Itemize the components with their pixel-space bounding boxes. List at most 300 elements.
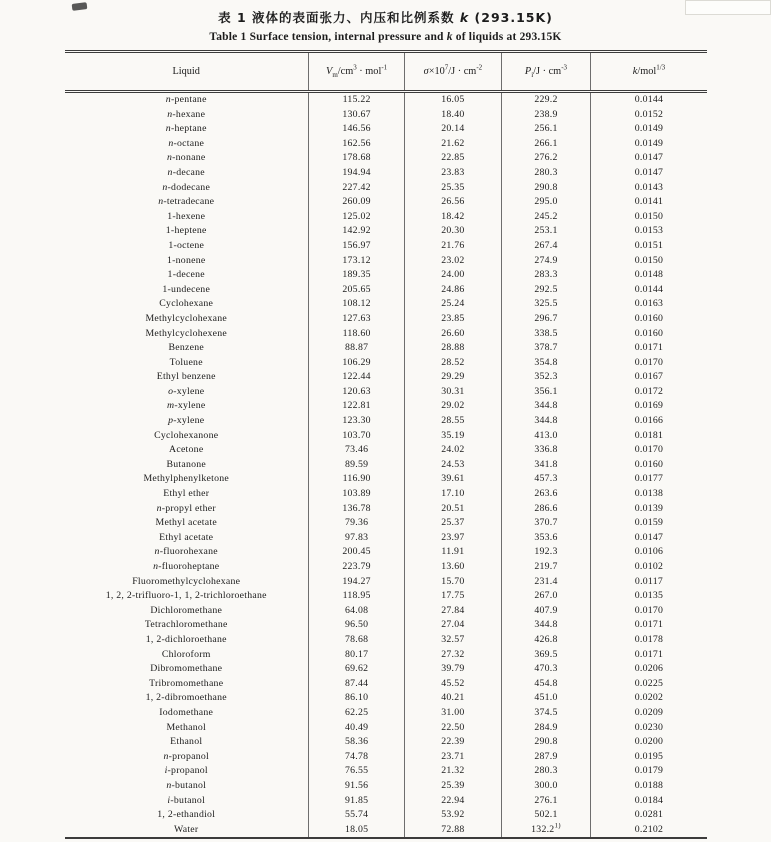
- value-cell: 0.0144: [591, 283, 707, 298]
- value-cell: 0.0141: [591, 195, 707, 210]
- value-cell: 20.51: [405, 502, 501, 517]
- value-cell: 76.55: [308, 764, 404, 779]
- value-cell: 78.68: [308, 633, 404, 648]
- value-cell: 0.0139: [591, 502, 707, 517]
- table-row: [65, 399, 707, 414]
- table-row: [65, 575, 707, 590]
- value-cell: 21.62: [405, 137, 501, 152]
- value-cell: 0.0184: [591, 794, 707, 809]
- table-row: [65, 779, 707, 794]
- liquid-name-cell: Acetone: [169, 444, 204, 456]
- liquid-name-cell: Cyclohexanone: [154, 429, 219, 441]
- table-row: [65, 443, 707, 458]
- value-cell: 89.59: [308, 458, 404, 473]
- value-cell: 118.95: [308, 589, 404, 604]
- value-cell: 18.40: [405, 108, 501, 123]
- table-row: [65, 735, 707, 750]
- value-cell: 194.94: [308, 166, 404, 181]
- value-cell: 11.91: [405, 545, 501, 560]
- value-cell: 27.04: [405, 618, 501, 633]
- value-cell: 118.60: [308, 327, 404, 342]
- value-cell: 0.0195: [591, 750, 707, 765]
- value-cell: 280.3: [501, 166, 591, 181]
- value-cell: 189.35: [308, 268, 404, 283]
- table-row: [65, 254, 707, 269]
- table-row: [65, 370, 707, 385]
- table-row: [65, 458, 707, 473]
- value-cell: 0.0200: [591, 735, 707, 750]
- value-cell: 45.52: [405, 677, 501, 692]
- liquid-name-cell: Water: [174, 823, 199, 835]
- value-cell: 344.8: [501, 414, 591, 429]
- value-cell: 0.0172: [591, 385, 707, 400]
- liquid-name-cell: n-butanol: [166, 779, 207, 791]
- value-cell: 156.97: [308, 239, 404, 254]
- value-cell: 79.36: [308, 516, 404, 531]
- value-cell: 0.0209: [591, 706, 707, 721]
- value-cell: 32.57: [405, 633, 501, 648]
- value-cell: 325.5: [501, 297, 591, 312]
- value-cell: 73.46: [308, 443, 404, 458]
- liquid-name-cell: 1, 2-ethandiol: [157, 809, 216, 821]
- table-row: [65, 312, 707, 327]
- value-cell: 290.8: [501, 735, 591, 750]
- value-cell: 0.0143: [591, 181, 707, 196]
- value-cell: 0.0179: [591, 764, 707, 779]
- value-cell: 178.68: [308, 151, 404, 166]
- value-cell: 0.0138: [591, 487, 707, 502]
- liquid-name-cell: n-octane: [168, 137, 205, 149]
- liquid-name-cell: Cyclohexane: [159, 298, 214, 310]
- value-cell: 16.05: [405, 92, 501, 108]
- table-row: [65, 151, 707, 166]
- value-cell: 39.61: [405, 472, 501, 487]
- value-cell: 132.2$^{1)}$: [501, 823, 591, 839]
- table-title-english: Table 1 Surface tension, internal pressure and k of liquids at 293.15K: [209, 31, 562, 43]
- value-cell: 26.56: [405, 195, 501, 210]
- column-header: Liquid: [65, 52, 309, 92]
- value-cell: 22.85: [405, 151, 501, 166]
- value-cell: 470.3: [501, 662, 591, 677]
- value-cell: 374.5: [501, 706, 591, 721]
- table-titles: [0, 0, 771, 43]
- value-cell: 0.0148: [591, 268, 707, 283]
- value-cell: 200.45: [308, 545, 404, 560]
- table-row: [65, 487, 707, 502]
- liquid-name-cell: 1-heptene: [165, 225, 207, 237]
- liquid-name-cell: 1, 2-dichloroethane: [145, 633, 227, 645]
- liquid-name-cell: n-propyl ether: [156, 502, 216, 514]
- table-row: [65, 691, 707, 706]
- value-cell: 238.9: [501, 108, 591, 123]
- value-cell: 58.36: [308, 735, 404, 750]
- value-cell: 25.37: [405, 516, 501, 531]
- value-cell: 18.05: [308, 823, 404, 839]
- liquid-name-cell: i-butanol: [167, 794, 206, 806]
- value-cell: 0.0169: [591, 399, 707, 414]
- value-cell: 290.8: [501, 181, 591, 196]
- value-cell: 142.92: [308, 224, 404, 239]
- value-cell: 23.02: [405, 254, 501, 269]
- liquid-name-cell: m-xylene: [166, 400, 206, 412]
- value-cell: 103.70: [308, 429, 404, 444]
- value-cell: 27.84: [405, 604, 501, 619]
- liquid-name-cell: 1-nonene: [167, 254, 206, 266]
- value-cell: 0.0167: [591, 370, 707, 385]
- value-cell: 28.88: [405, 341, 501, 356]
- value-cell: 0.0149: [591, 137, 707, 152]
- table-row: [65, 283, 707, 298]
- value-cell: 227.42: [308, 181, 404, 196]
- table-row: [65, 823, 707, 839]
- value-cell: 0.0144: [591, 92, 707, 108]
- value-cell: 13.60: [405, 560, 501, 575]
- value-cell: 0.0166: [591, 414, 707, 429]
- value-cell: 22.39: [405, 735, 501, 750]
- value-cell: 292.5: [501, 283, 591, 298]
- liquid-name-cell: 1-octene: [168, 239, 205, 251]
- value-cell: 64.08: [308, 604, 404, 619]
- table-row: [65, 604, 707, 619]
- value-cell: 122.81: [308, 399, 404, 414]
- liquid-name-cell: n-hexane: [167, 108, 206, 120]
- value-cell: 122.44: [308, 370, 404, 385]
- value-cell: 451.0: [501, 691, 591, 706]
- table-body: [65, 92, 707, 839]
- value-cell: 223.79: [308, 560, 404, 575]
- liquid-name-cell: n-heptane: [165, 123, 207, 135]
- value-cell: 0.0170: [591, 604, 707, 619]
- value-cell: 39.79: [405, 662, 501, 677]
- value-cell: 24.00: [405, 268, 501, 283]
- value-cell: 267.0: [501, 589, 591, 604]
- value-cell: 413.0: [501, 429, 591, 444]
- table-row: [65, 677, 707, 692]
- value-cell: 0.0177: [591, 472, 707, 487]
- value-cell: 21.76: [405, 239, 501, 254]
- value-cell: 115.22: [308, 92, 404, 108]
- value-cell: 0.0106: [591, 545, 707, 560]
- value-cell: 0.0102: [591, 560, 707, 575]
- value-cell: 31.00: [405, 706, 501, 721]
- liquid-name-cell: Ethyl ether: [163, 488, 210, 500]
- liquid-name-cell: Ethanol: [170, 736, 203, 748]
- value-cell: 0.0170: [591, 443, 707, 458]
- value-cell: 0.0147: [591, 166, 707, 181]
- value-cell: 30.31: [405, 385, 501, 400]
- value-cell: 26.60: [405, 327, 501, 342]
- table-row: [65, 516, 707, 531]
- value-cell: 336.8: [501, 443, 591, 458]
- value-cell: 35.19: [405, 429, 501, 444]
- value-cell: 283.3: [501, 268, 591, 283]
- table-row: [65, 268, 707, 283]
- value-cell: 29.02: [405, 399, 501, 414]
- value-cell: 74.78: [308, 750, 404, 765]
- liquid-name-cell: n-nonane: [166, 152, 206, 164]
- value-cell: 276.1: [501, 794, 591, 809]
- value-cell: 0.0160: [591, 327, 707, 342]
- table-row: [65, 195, 707, 210]
- value-cell: 300.0: [501, 779, 591, 794]
- value-cell: 0.0230: [591, 721, 707, 736]
- liquid-name-cell: 1-hexene: [167, 210, 206, 222]
- value-cell: 0.0171: [591, 341, 707, 356]
- value-cell: 97.83: [308, 531, 404, 546]
- liquid-name-cell: 1-decene: [167, 269, 205, 281]
- table-row: [65, 341, 707, 356]
- value-cell: 260.09: [308, 195, 404, 210]
- table-row: [65, 808, 707, 823]
- table-header: [65, 52, 707, 92]
- liquid-name-cell: Methylphenylketone: [143, 473, 230, 485]
- value-cell: 370.7: [501, 516, 591, 531]
- table-row: [65, 414, 707, 429]
- value-cell: 25.35: [405, 181, 501, 196]
- value-cell: 40.49: [308, 721, 404, 736]
- value-cell: 62.25: [308, 706, 404, 721]
- value-cell: 194.27: [308, 575, 404, 590]
- liquid-name-cell: n-dodecane: [162, 181, 211, 193]
- value-cell: 0.0160: [591, 312, 707, 327]
- value-cell: 267.4: [501, 239, 591, 254]
- value-cell: 0.0159: [591, 516, 707, 531]
- value-cell: 378.7: [501, 341, 591, 356]
- value-cell: 0.0149: [591, 122, 707, 137]
- value-cell: 130.67: [308, 108, 404, 123]
- value-cell: 146.56: [308, 122, 404, 137]
- table-row: [65, 545, 707, 560]
- header-row: [65, 52, 707, 92]
- table-row: [65, 589, 707, 604]
- value-cell: 106.29: [308, 356, 404, 371]
- liquid-name-cell: n-decane: [167, 166, 205, 178]
- value-cell: 0.0170: [591, 356, 707, 371]
- value-cell: 0.0151: [591, 239, 707, 254]
- liquid-name-cell: 1-undecene: [162, 283, 211, 295]
- value-cell: 53.92: [405, 808, 501, 823]
- liquid-name-cell: Tribromomethane: [149, 677, 224, 689]
- value-cell: 29.29: [405, 370, 501, 385]
- liquid-name-cell: Fluoromethylcyclohexane: [132, 575, 241, 587]
- value-cell: 0.0163: [591, 297, 707, 312]
- value-cell: 173.12: [308, 254, 404, 269]
- value-cell: 21.32: [405, 764, 501, 779]
- table-row: [65, 560, 707, 575]
- liquid-name-cell: o-xylene: [168, 385, 205, 397]
- value-cell: 136.78: [308, 502, 404, 517]
- liquid-name-cell: i-propanol: [164, 765, 208, 777]
- liquid-name-cell: Iodomethane: [159, 706, 214, 718]
- value-cell: 369.5: [501, 648, 591, 663]
- value-cell: 338.5: [501, 327, 591, 342]
- value-cell: 20.14: [405, 122, 501, 137]
- value-cell: 127.63: [308, 312, 404, 327]
- value-cell: 205.65: [308, 283, 404, 298]
- table-row: [65, 618, 707, 633]
- value-cell: 231.4: [501, 575, 591, 590]
- value-cell: 0.0178: [591, 633, 707, 648]
- table-row: [65, 385, 707, 400]
- value-cell: 28.55: [405, 414, 501, 429]
- liquids-data-table: [65, 50, 707, 839]
- value-cell: 120.63: [308, 385, 404, 400]
- value-cell: 0.0188: [591, 779, 707, 794]
- value-cell: 0.0150: [591, 210, 707, 225]
- liquid-name-cell: n-propanol: [163, 750, 209, 762]
- table-row: [65, 181, 707, 196]
- table-row: [65, 531, 707, 546]
- table-row: [65, 166, 707, 181]
- table-row: [65, 662, 707, 677]
- liquid-name-cell: Methyl acetate: [155, 517, 217, 529]
- value-cell: 72.88: [405, 823, 501, 839]
- value-cell: 341.8: [501, 458, 591, 473]
- value-cell: 116.90: [308, 472, 404, 487]
- liquid-name-cell: n-pentane: [165, 94, 207, 105]
- value-cell: 256.1: [501, 122, 591, 137]
- table-row: [65, 297, 707, 312]
- value-cell: 280.3: [501, 764, 591, 779]
- value-cell: 24.86: [405, 283, 501, 298]
- value-cell: 91.56: [308, 779, 404, 794]
- value-cell: 69.62: [308, 662, 404, 677]
- table-row: [65, 92, 707, 108]
- value-cell: 162.56: [308, 137, 404, 152]
- value-cell: 80.17: [308, 648, 404, 663]
- value-cell: 0.0181: [591, 429, 707, 444]
- liquid-name-cell: 1, 2, 2-trifluoro-1, 1, 2-trichloroethane: [105, 590, 267, 602]
- value-cell: 28.52: [405, 356, 501, 371]
- value-cell: 18.42: [405, 210, 501, 225]
- value-cell: 23.97: [405, 531, 501, 546]
- table-row: [65, 502, 707, 517]
- value-cell: 15.70: [405, 575, 501, 590]
- table-row: [65, 122, 707, 137]
- value-cell: 253.1: [501, 224, 591, 239]
- value-cell: 0.0147: [591, 531, 707, 546]
- table-row: [65, 137, 707, 152]
- value-cell: 344.8: [501, 618, 591, 633]
- value-cell: 0.0150: [591, 254, 707, 269]
- value-cell: 454.8: [501, 677, 591, 692]
- value-cell: 296.7: [501, 312, 591, 327]
- value-cell: 17.10: [405, 487, 501, 502]
- value-cell: 86.10: [308, 691, 404, 706]
- value-cell: 22.94: [405, 794, 501, 809]
- value-cell: 0.0135: [591, 589, 707, 604]
- liquid-name-cell: n-fluoroheptane: [153, 561, 220, 572]
- liquid-name-cell: Ethyl benzene: [156, 371, 216, 383]
- value-cell: 426.8: [501, 633, 591, 648]
- liquid-name-cell: Butanone: [166, 458, 206, 470]
- liquid-name-cell: n-tetradecane: [158, 196, 215, 208]
- value-cell: 23.83: [405, 166, 501, 181]
- value-cell: 286.6: [501, 502, 591, 517]
- liquid-name-cell: Ethyl acetate: [159, 531, 214, 543]
- value-cell: 0.0147: [591, 151, 707, 166]
- value-cell: 219.7: [501, 560, 591, 575]
- value-cell: 0.0281: [591, 808, 707, 823]
- liquid-name-cell: 1, 2-dibromoethane: [145, 692, 227, 704]
- value-cell: 192.3: [501, 545, 591, 560]
- value-cell: 125.02: [308, 210, 404, 225]
- value-cell: 55.74: [308, 808, 404, 823]
- table-row: [65, 356, 707, 371]
- table-row: [65, 750, 707, 765]
- value-cell: 27.32: [405, 648, 501, 663]
- value-cell: 0.0152: [591, 108, 707, 123]
- value-cell: 0.0202: [591, 691, 707, 706]
- value-cell: 0.0117: [591, 575, 707, 590]
- value-cell: 0.2102: [591, 823, 707, 839]
- liquid-name-cell: Dichloromethane: [150, 604, 223, 616]
- value-cell: 0.0160: [591, 458, 707, 473]
- value-cell: 352.3: [501, 370, 591, 385]
- value-cell: 103.89: [308, 487, 404, 502]
- value-cell: 23.71: [405, 750, 501, 765]
- liquid-name-cell: Methylcyclohexene: [145, 327, 227, 339]
- value-cell: 96.50: [308, 618, 404, 633]
- value-cell: 0.0153: [591, 224, 707, 239]
- table-row: [65, 327, 707, 342]
- value-cell: 0.0225: [591, 677, 707, 692]
- value-cell: 25.39: [405, 779, 501, 794]
- value-cell: 502.1: [501, 808, 591, 823]
- column-header: $V_m/cm^3 \cdot mol^{-1}$: [308, 52, 404, 92]
- liquid-name-cell: Methanol: [166, 721, 206, 733]
- value-cell: 25.24: [405, 297, 501, 312]
- liquid-name-cell: p-xylene: [168, 415, 205, 427]
- table-row: [65, 721, 707, 736]
- table-row: [65, 633, 707, 648]
- table-row: [65, 224, 707, 239]
- liquid-name-cell: Dibromomethane: [150, 663, 223, 675]
- value-cell: 0.0171: [591, 648, 707, 663]
- liquid-name-cell: Benzene: [168, 342, 204, 354]
- liquid-name-cell: n-fluorohexane: [154, 546, 218, 558]
- value-cell: 245.2: [501, 210, 591, 225]
- value-cell: 457.3: [501, 472, 591, 487]
- table-row: [65, 429, 707, 444]
- value-cell: 108.12: [308, 297, 404, 312]
- value-cell: 88.87: [308, 341, 404, 356]
- table-row: [65, 764, 707, 779]
- table-row: [65, 239, 707, 254]
- column-header: k/mol$^{1/3}$: [591, 52, 707, 92]
- value-cell: 276.2: [501, 151, 591, 166]
- table-row: [65, 108, 707, 123]
- value-cell: 87.44: [308, 677, 404, 692]
- value-cell: 229.2: [501, 92, 591, 108]
- value-cell: 344.8: [501, 399, 591, 414]
- value-cell: 17.75: [405, 589, 501, 604]
- value-cell: 263.6: [501, 487, 591, 502]
- value-cell: 353.6: [501, 531, 591, 546]
- value-cell: 24.53: [405, 458, 501, 473]
- table-row: [65, 706, 707, 721]
- table-row: [65, 648, 707, 663]
- value-cell: 407.9: [501, 604, 591, 619]
- value-cell: 0.0206: [591, 662, 707, 677]
- scan-corner-artifact: [685, 0, 771, 15]
- value-cell: 287.9: [501, 750, 591, 765]
- table-title-chinese: 表 1 液体的表面张力、内压和比例系数 k (293.15K): [218, 10, 553, 25]
- column-header: $\sigma\times 10^7/J \cdot cm^{-2}$: [405, 52, 501, 92]
- value-cell: 123.30: [308, 414, 404, 429]
- liquid-name-cell: Toluene: [169, 356, 203, 368]
- value-cell: 356.1: [501, 385, 591, 400]
